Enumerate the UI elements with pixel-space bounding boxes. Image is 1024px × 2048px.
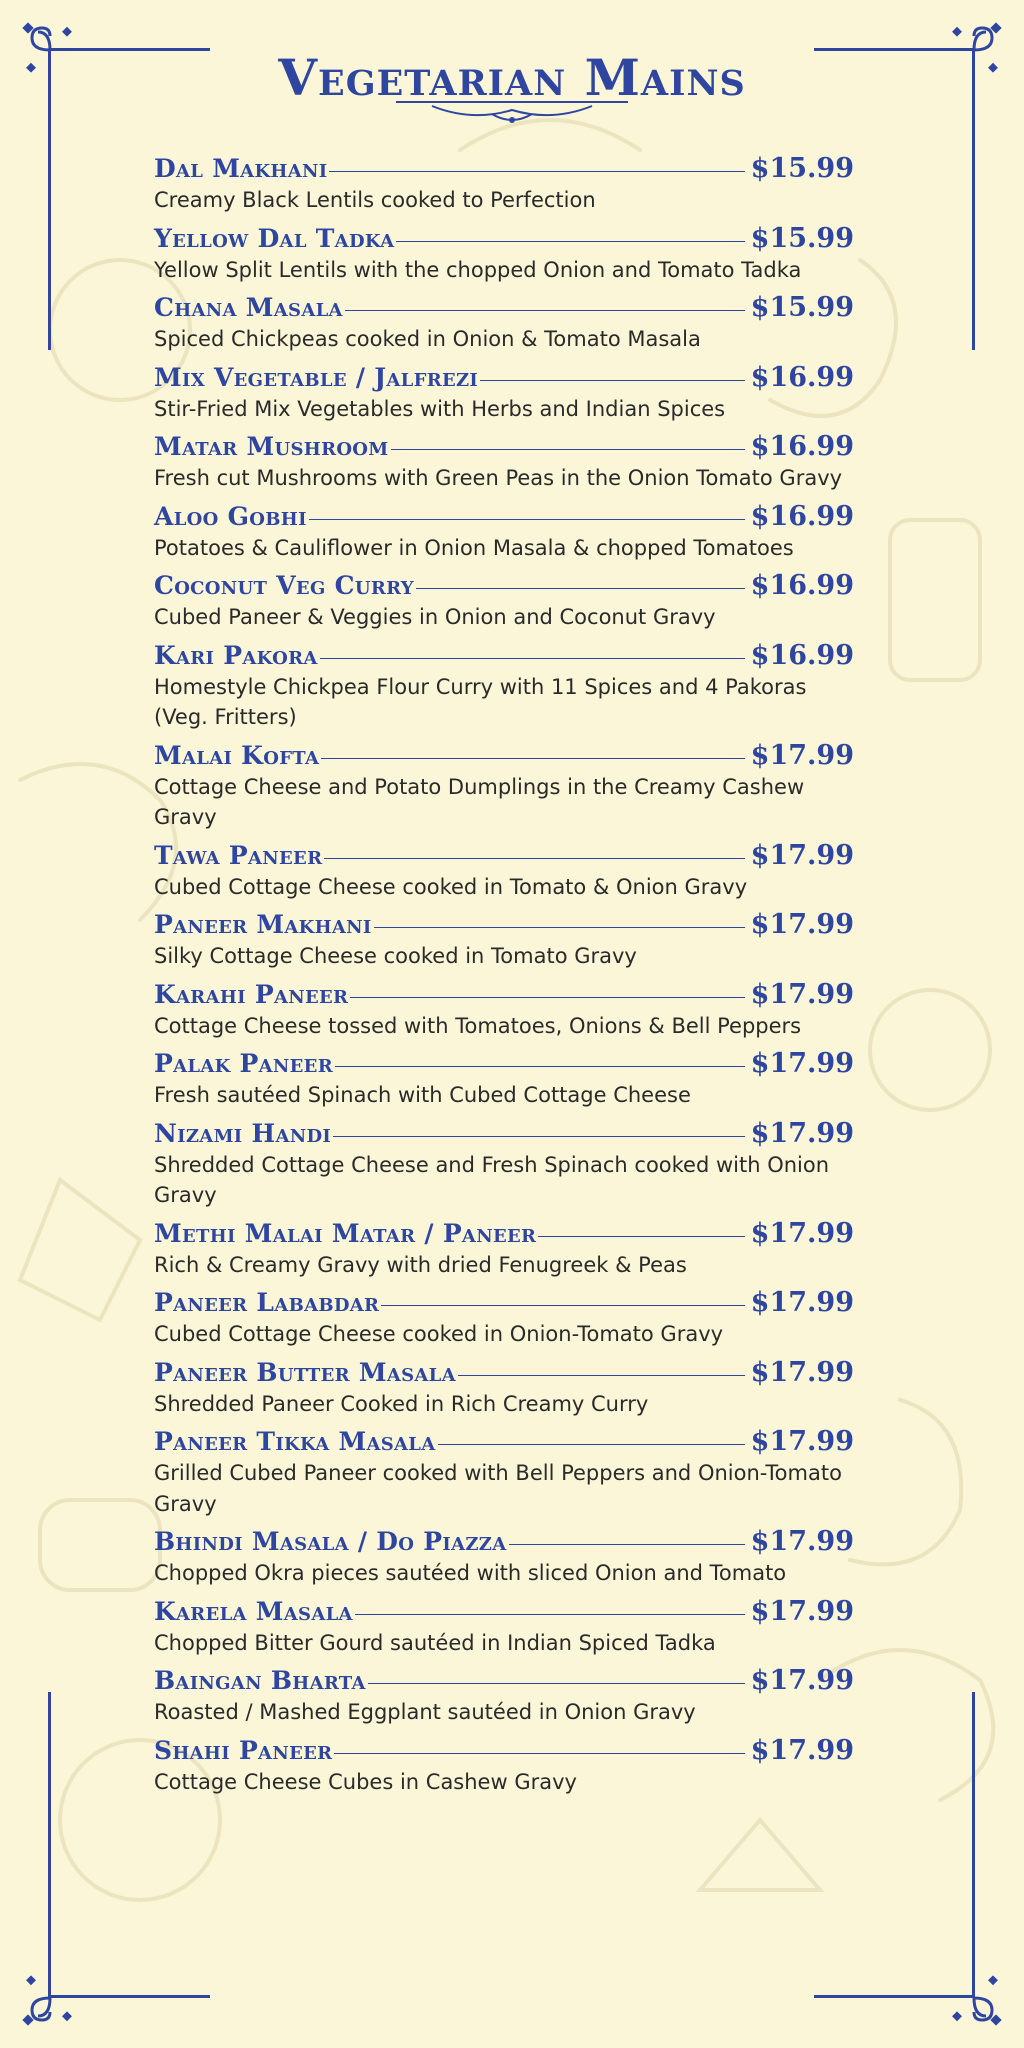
menu-item-header [154,740,854,771]
menu-item-header [154,909,854,940]
menu-item [154,1596,854,1659]
menu-item-header [154,840,854,871]
menu-item [154,153,854,216]
dish-description: Homestyle Chickpea Flour Curry with 11 Spices and 4 Pakoras (Veg. Fritters) [154,674,807,729]
dish-price: $17.99 [750,1356,854,1388]
menu-item [154,1118,854,1211]
dish-name: Malai Kofta [154,740,320,770]
dish-description: Rich & Creamy Gravy with dried Fenugreek & Peas [154,1252,687,1277]
menu-item [154,431,854,494]
price-leader-line [538,1236,744,1237]
menu-item-header [154,570,854,601]
title-flourish-icon [392,94,632,128]
price-leader-line [480,380,745,381]
dish-name: Paneer Tikka Masala [154,1427,436,1456]
dish-price: $17.99 [750,909,854,940]
price-leader-line [324,858,744,859]
menu-item-header [154,1218,854,1249]
menu-item [154,570,854,633]
menu-item-header [154,1287,854,1318]
dish-description: Cubed Cottage Cheese cooked in Onion-Tomato Gravy [154,1322,724,1346]
dish-name: Paneer Makhani [154,910,372,939]
dish-description: Grilled Cubed Paneer cooked with Bell Peppers and Onion-Tomato Gravy [154,1461,842,1516]
price-leader-line [333,1136,745,1137]
price-leader-line [509,1544,745,1545]
menu-item-header [154,362,854,393]
dish-price: $16.99 [750,500,854,532]
menu-item [154,909,854,972]
dish-name: Mix Vegetable / Jalfrezi [154,362,479,392]
frame-left-lower-rule [48,1692,51,1997]
dish-name: Karela Masala [154,1596,353,1626]
dish-description: Fresh cut Mushrooms with Green Peas in the Onion Tomato Gravy [154,466,843,490]
dish-price: $15.99 [750,153,854,184]
price-leader-line [345,310,745,311]
dish-price: $16.99 [750,431,854,462]
menu-item-header [154,223,854,254]
menu-item-header [154,292,854,323]
dish-price: $17.99 [750,1048,854,1079]
dish-description: Spiced Chickpeas cooked in Onion & Tomato Masala [154,327,701,351]
dish-name: Methi Malai Matar / Paneer [154,1218,537,1248]
price-leader-line [396,241,744,242]
dish-description: Cottage Cheese tossed with Tomatoes, Onions & Bell Peppers [154,1013,802,1038]
dish-description: Potatoes & Cauliflower in Onion Masala & chopped Tomatoes [154,535,794,560]
price-leader-line [350,997,744,998]
dish-price: $16.99 [750,361,854,393]
dish-description: Cottage Cheese and Potato Dumplings in the Creamy Cashew Gravy [154,774,805,829]
price-leader-line [416,588,745,589]
dish-price: $17.99 [750,1217,854,1249]
menu-item [154,1218,854,1281]
dish-price: $17.99 [750,1734,854,1766]
dish-name: Paneer Lababdar [154,1288,380,1317]
menu-item-header [154,1048,854,1079]
menu-item [154,840,854,903]
price-leader-line [381,1305,744,1306]
menu-item-header [154,1596,854,1627]
corner-ornament-bottom-left-icon [20,1968,80,2028]
price-leader-line [355,1614,745,1615]
dish-name: Chana Masala [154,293,343,322]
menu-item [154,1048,854,1111]
menu-item-header [154,1426,854,1457]
menu-item [154,223,854,286]
price-leader-line [309,519,745,520]
dish-name: Matar Mushroom [154,432,389,461]
menu-item-header [154,1735,854,1766]
dish-price: $17.99 [750,1526,854,1557]
dish-name: Paneer Butter Masala [154,1357,456,1387]
dish-price: $17.99 [750,1665,854,1696]
menu-item [154,292,854,355]
dish-name: Bhindi Masala / Do Piazza [154,1527,507,1556]
menu-item-header [154,153,854,184]
dish-description: Shredded Paneer Cooked in Rich Creamy Curry [154,1391,649,1416]
dish-description: Stir-Fried Mix Vegetables with Herbs and Indian Spices [154,396,726,421]
dish-name: Aloo Gobhi [154,501,307,531]
menu-item-header [154,979,854,1010]
menu-item [154,1357,854,1420]
dish-price: $17.99 [750,1426,854,1457]
menu-item-header [154,640,854,671]
menu-item [154,1426,854,1519]
dish-price: $15.99 [750,292,854,323]
dish-price: $17.99 [750,739,854,771]
price-leader-line [329,171,744,172]
dish-name: Yellow Dal Tadka [154,223,395,253]
price-leader-line [391,449,745,450]
dish-name: Dal Makhani [154,154,328,183]
dish-name: Tawa Paneer [154,840,323,870]
price-leader-line [438,1444,745,1445]
page-title: Vegetarian Mains [278,48,746,107]
menu-item [154,640,854,733]
dish-description: Shredded Cottage Cheese and Fresh Spinach cooked with Onion Gravy [154,1152,830,1207]
menu-item-header [154,1526,854,1557]
dish-name: Kari Pakora [154,640,318,670]
dish-description: Silky Cottage Cheese cooked in Tomato Gravy [154,944,637,968]
dish-name: Karahi Paneer [154,979,349,1009]
menu-item-header [154,1665,854,1696]
price-leader-line [374,927,745,928]
dish-name: Nizami Handi [154,1118,332,1148]
dish-price: $17.99 [750,1287,854,1318]
dish-description: Fresh sautéed Spinach with Cubed Cottage Cheese [154,1083,691,1107]
dish-description: Cubed Paneer & Veggies in Onion and Coconut Gravy [154,605,716,629]
menu-item-header [154,501,854,532]
menu-item [154,1287,854,1350]
price-leader-line [334,1753,744,1754]
dish-price: $17.99 [750,978,854,1010]
menu-item [154,979,854,1042]
menu-item [154,1526,854,1589]
dish-price: $17.99 [750,1595,854,1627]
dish-description: Cottage Cheese Cubes in Cashew Gravy [154,1769,577,1794]
dish-description: Yellow Split Lentils with the chopped Onion and Tomato Tadka [154,257,802,282]
price-leader-line [321,758,744,759]
dish-name: Baingan Bharta [154,1666,366,1695]
price-leader-line [335,1066,745,1067]
menu-item [154,1735,854,1798]
menu-item [154,1665,854,1728]
frame-right-lower-rule [972,1692,975,1997]
price-leader-line [320,658,745,659]
dish-description: Roasted / Mashed Eggplant sautéed in Onion Gravy [154,1700,696,1724]
dish-price: $16.99 [750,639,854,671]
dish-price: $17.99 [750,1117,854,1149]
corner-ornament-bottom-right-icon [944,1968,1004,2028]
dish-name: Shahi Paneer [154,1735,333,1765]
dish-description: Creamy Black Lentils cooked to Perfection [154,188,596,212]
price-leader-line [458,1375,745,1376]
menu-item [154,501,854,564]
menu-item-header [154,431,854,462]
dish-description: Cubed Cottage Cheese cooked in Tomato & Onion Gravy [154,874,748,899]
dish-name: Palak Paneer [154,1049,333,1078]
dish-price: $16.99 [750,570,854,601]
menu-item [154,362,854,425]
dish-description: Chopped Bitter Gourd sautéed in Indian Spiced Tadka [154,1630,716,1655]
menu-list [154,153,854,1797]
dish-price: $17.99 [750,839,854,871]
menu-item-header [154,1118,854,1149]
menu-item [154,740,854,833]
dish-name: Coconut Veg Curry [154,571,414,600]
dish-description: Chopped Okra pieces sautéed with sliced Onion and Tomato [154,1561,787,1585]
price-leader-line [368,1683,745,1684]
menu-item-header [154,1357,854,1388]
dish-price: $15.99 [750,222,854,254]
